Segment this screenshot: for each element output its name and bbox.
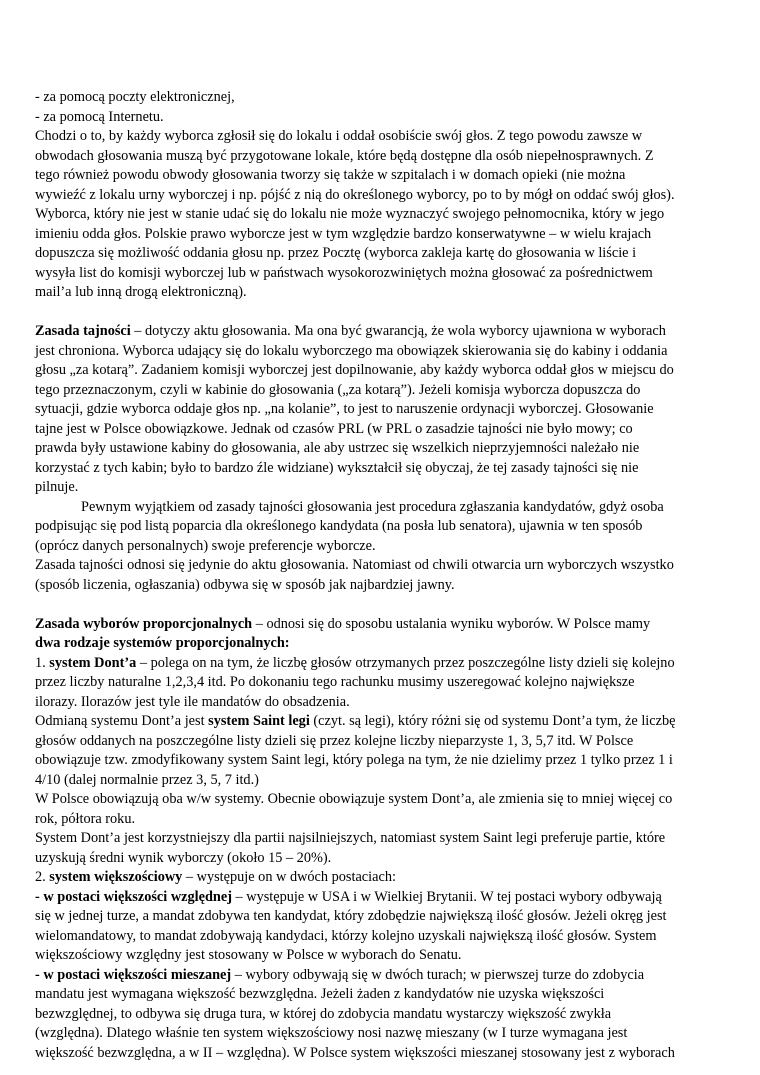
term: w postaci większości względnej bbox=[43, 888, 232, 905]
text-line: sytuacji, gdzie wyborca oddaje głos np. „na kolanie”, to jest to naruszenie ordynacji wyborczej. Głosowanie bbox=[35, 401, 654, 417]
text-line: pilnuje. bbox=[35, 479, 79, 495]
text-line: mandatu jest wymagana większość bezwzględna. Jeżeli żaden z kandydatów nie uzyska większości bbox=[35, 986, 605, 1002]
section-heading-line bbox=[35, 615, 735, 635]
text-line: (sposób liczenia, ogłaszania) odbywa się w sposób jak najbardziej jawny. bbox=[35, 576, 455, 593]
text-line: System Dont’a jest korzystniejszy dla partii najsilniejszych, natomiast system Saint legi preferuje partie, które bbox=[35, 830, 666, 846]
text-span: (czyt. są legi), który różni się od systemu Dont’a tym, że liczbę bbox=[309, 713, 676, 729]
text-line: Pewnym wyjątkiem od zasady tajności głosowania jest procedura zgłaszania kandydatów, gdyż osoba bbox=[81, 498, 664, 515]
paragraph-gap bbox=[35, 303, 735, 323]
section-heading: Zasada tajności bbox=[35, 323, 131, 339]
paragraph-gap bbox=[35, 595, 735, 615]
text-span: – polega on na tym, że liczbę głosów otrzymanych przez poszczególne listy dzieli się kolejno bbox=[136, 654, 675, 671]
text-span: – występuje on w dwóch postaciach: bbox=[182, 869, 396, 885]
text-line: korzystać z tych kabin; było to bardzo źle widziane) wykształcił się obyczaj, że tej zasady tajności się nie bbox=[35, 459, 639, 476]
text-line: Zasada tajności odnosi się jedynie do aktu głosowania. Natomiast od chwili otwarcia urn wyborczych wszystko bbox=[35, 557, 674, 573]
text-line: wywieźć z lokalu urny wyborczej i np. pójść z nią do określonego wyborcy, po to by mógł on oddać swój głos). bbox=[35, 186, 675, 203]
text-line: tajne jest w Polsce obowiązkowe. Jednak od czasów PRL (w PRL o zasadzie tajności nie było mowy; co bbox=[35, 420, 633, 437]
text-line: rok, półtora roku. bbox=[35, 810, 136, 827]
text-line: się w jednej turze, a mandat zdobywa ten kandydat, który zdobędzie największą ilość głosów. Jeżeli okręg jest bbox=[35, 908, 667, 924]
subheading bbox=[35, 634, 735, 654]
text-line: głosów oddanych na poszczególne listy dzieli się przez kolejne liczby nieparzyste 1, 3, 5,7 itd. W Polsce bbox=[35, 732, 634, 749]
section-heading: Zasada wyborów proporcjonalnych bbox=[35, 615, 253, 632]
term: system Dont’a bbox=[49, 654, 137, 671]
section-heading-line bbox=[35, 322, 735, 342]
list-item bbox=[35, 654, 735, 674]
term: w postaci większości mieszanej bbox=[43, 966, 232, 983]
list-item bbox=[35, 966, 735, 986]
text-span: – występuje w USA i w Wielkiej Brytanii. W tej postaci wybory odbywają bbox=[231, 888, 662, 905]
text-line: dopuszcza się możliwość oddania głosu np. przez Pocztę (wyborca zakleja kartę do głosowania w liście i bbox=[35, 245, 637, 261]
text-line: Wyborca, który nie jest w stanie udać się do lokalu nie może wyznaczyć swojego pełnomocnika, który w jego bbox=[35, 206, 665, 222]
text-line: W Polsce obowiązują oba w/w systemy. Obecnie obowiązuje system Dont’a, ale zmienia się to mniej więcej co bbox=[35, 791, 673, 807]
text-line: obwodach głosowania muszą być przygotowane lokale, które będą dostępne dla osób niepełnosprawnych. Z bbox=[35, 147, 654, 164]
text-line: większość bezwzględna, a w II – względna). W Polsce system większości mieszanej stosowany jest z wyborach bbox=[35, 1044, 675, 1061]
term: system większościowy bbox=[49, 869, 183, 885]
text-line: prawda były ustawione kabiny do głosowania, ale aby ustrzec się wszelkich nieprzyjemności należało nie bbox=[35, 440, 640, 456]
text-line: wielomandatowy, to mandat zdobywają kandydaci, którzy kolejno uzyskali największą ilość głosów. System bbox=[35, 927, 657, 944]
subheading-text: dwa rodzaje systemów proporcjonalnych: bbox=[35, 635, 290, 651]
text-line: większościowy względny jest stosowany w Polsce w wyborach do Senatu. bbox=[35, 947, 462, 963]
text-line: Chodzi o to, by każdy wyborca zgłosił się do lokalu i oddał osobiście swój głos. Z tego powodu zawsze w bbox=[35, 128, 643, 144]
text-line: głosu „za kotarą”. Zadaniem komisji wyborczej jest dopilnowanie, aby każdy wyborca oddał głos w miejscu do bbox=[35, 362, 674, 378]
list-item bbox=[35, 888, 735, 908]
list-number: 1. bbox=[35, 654, 50, 671]
list-item: - za pomocą poczty elektronicznej, bbox=[35, 89, 235, 105]
text-span: – dotyczy aktu głosowania. Ma ona być gwarancją, że wola wyborcy ujawniona w wyborach bbox=[130, 323, 666, 339]
text-line: mail’a lub inną drogą elektroniczną). bbox=[35, 284, 247, 300]
text-line: tego również powodu obwody głosowania tworzy się także w szpitalach i w domach opieki (nie można bbox=[35, 167, 626, 183]
term: system Saint legi bbox=[208, 713, 310, 729]
text-line: przez liczby naturalne 1,2,3,4 itd. Po dokonaniu tego rachunku musimy uszeregować kolejno największe bbox=[35, 674, 635, 690]
text-span: – wybory odbywają się w dwóch turach; w pierwszej turze do zdobycia bbox=[231, 966, 645, 983]
text-span: – odnosi się do sposobu ustalania wyniku wyborów. W Polsce mamy bbox=[252, 615, 651, 632]
list-item bbox=[35, 868, 735, 888]
text-line: 4/10 (dalej normalnie przez 3, 5, 7 itd.) bbox=[35, 771, 259, 788]
document-page bbox=[35, 88, 735, 1063]
text-line: imieniu odda głos. Polskie prawo wyborcze jest w tym względzie bardzo konserwatywne – w wielu krajach bbox=[35, 225, 652, 242]
text-line: obowiązuje tzw. zmodyfikowany system Saint legi, który polega na tym, że nie dzielimy przez 1 tylko przez 1 i bbox=[35, 752, 673, 768]
text-line: (względna). Dlatego właśnie ten system większościowy nosi nazwę mieszany (w I turze wymagana jest bbox=[35, 1025, 628, 1041]
text-span: Odmianą systemu Dont’a jest bbox=[35, 713, 209, 729]
list-dash: - bbox=[35, 966, 44, 983]
text-line: (oprócz danych personalnych) swoje preferencje wyborcze. bbox=[35, 537, 376, 554]
text-line: ilorazy. Ilorazów jest tyle ile mandatów do obsadzenia. bbox=[35, 693, 350, 710]
text-line: uzyskują średni wynik wyborczy (około 15 – 20%). bbox=[35, 849, 332, 866]
list-item: - za pomocą Internetu. bbox=[35, 108, 164, 125]
list-number: 2. bbox=[35, 869, 50, 885]
text-line bbox=[35, 712, 735, 732]
text-line: wysyła list do komisji wyborczej lub w państwach wysokorozwiniętych można głosować za pośrednictwem bbox=[35, 264, 653, 281]
list-dash: - bbox=[35, 888, 44, 905]
text-line: tego przeznaczonym, czyli w kabinie do głosowania („za kotarą”). Jeżeli komisja wyborcza dopuszcza do bbox=[35, 381, 641, 398]
text-line: jest chroniona. Wyborca udający się do lokalu wyborczego ma obowiązek skierowania się do kabiny i oddania bbox=[35, 342, 668, 359]
text-line: bezwzględnej, to odbywa się druga tura, w której do zdobycia mandatu wystarczy większość zwykła bbox=[35, 1005, 612, 1022]
text-line: podpisując się pod listą poparcia dla określonego kandydata (na posła lub senatora), ujawnia w ten sposób bbox=[35, 518, 643, 534]
